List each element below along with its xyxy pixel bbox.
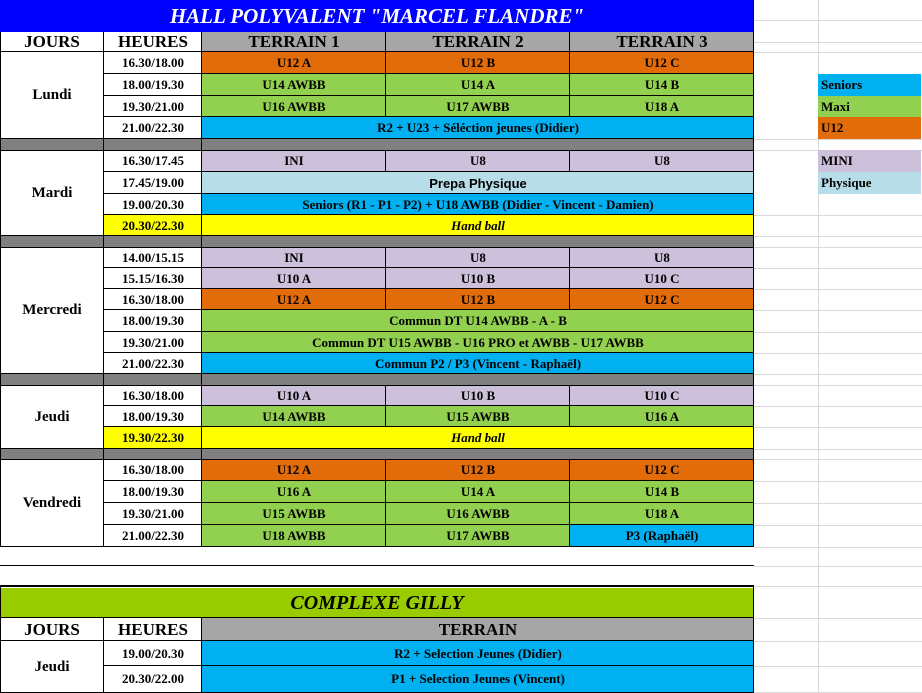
time-cell: 19.00/20.30 (121, 645, 185, 661)
slot-cell: U10 A (202, 268, 386, 289)
slot-cell: U18 A (570, 96, 754, 117)
slot-cell: U18 AWBB (202, 525, 386, 547)
slot-merged: Hand ball (202, 215, 754, 236)
separator-bar (0, 236, 754, 247)
time-cell: 16.30/18.00 (121, 55, 185, 70)
legend-seniors: Seniors (818, 74, 921, 96)
slot-cell: U16 AWBB (386, 503, 570, 525)
time-cell: 19.00/20.30 (121, 196, 185, 212)
slot-cell: U10 B (386, 385, 570, 406)
slot-cell: U10 C (570, 268, 754, 289)
slot-cell: U12 B (386, 289, 570, 310)
header-jours: JOURS (0, 32, 104, 52)
time-cell: 20.30/22.30 (104, 215, 202, 236)
slot-cell: U12 B (386, 459, 570, 481)
legend-physique: Physique (818, 172, 921, 194)
hall-title: HALL POLYVALENT "MARCEL FLANDRE" (0, 0, 754, 32)
time-cell: 19.30/22.30 (104, 427, 202, 449)
slot-cell: U15 AWBB (386, 406, 570, 427)
gilly-header-jours: JOURS (24, 619, 80, 639)
slot-cell: U14 B (570, 481, 754, 503)
slot-cell: P3 (Raphaël) (570, 525, 754, 547)
slot-cell: U12 A (202, 459, 386, 481)
time-cell: 18.00/19.30 (121, 77, 185, 92)
slot-cell: U14 A (386, 74, 570, 96)
gilly-title: COMPLEXE GILLY (0, 588, 754, 618)
slot-cell: U16 A (202, 481, 386, 503)
time-cell: 21.00/22.30 (121, 355, 185, 371)
slot-merged: R2 + Selection Jeunes (Didier) (202, 641, 754, 666)
time-cell: 17.45/19.00 (121, 175, 185, 190)
time-cell: 19.30/21.00 (121, 98, 185, 114)
slot-cell: U14 AWBB (202, 406, 386, 427)
time-cell: 20.30/22.00 (121, 671, 185, 686)
slot-merged: Commun DT U15 AWBB - U16 PRO et AWBB - U17 AWBB (202, 332, 754, 353)
slot-merged: Prepa Physique (202, 172, 754, 194)
day-jeudi: Jeudi (34, 408, 70, 425)
slot-cell: U10 A (202, 385, 386, 406)
time-cell: 16.30/18.00 (121, 291, 185, 307)
separator-bar (0, 139, 754, 150)
slot-cell: U12 A (202, 52, 386, 74)
slot-cell: U8 (570, 150, 754, 172)
time-cell: 18.00/19.30 (121, 313, 185, 328)
time-cell: 16.30/18.00 (121, 462, 185, 477)
slot-merged: Hand ball (202, 427, 754, 449)
day-vendredi: Vendredi (22, 494, 82, 511)
slot-cell: U12 C (570, 289, 754, 310)
slot-cell: U8 (386, 247, 570, 268)
gilly-header-heures: HEURES (118, 619, 188, 639)
gilly-day-jeudi: Jeudi (34, 658, 70, 675)
legend-u12: U12 (818, 117, 921, 139)
slot-cell: U14 B (570, 74, 754, 96)
legend-mini: MINI (818, 150, 921, 172)
slot-merged: R2 + U23 + Séléction jeunes (Didier) (202, 117, 754, 139)
time-cell: 16.30/17.45 (121, 153, 185, 168)
slot-cell: INI (202, 150, 386, 172)
day-mardi: Mardi (31, 184, 73, 201)
slot-merged: Commun P2 / P3 (Vincent - Raphaël) (202, 353, 754, 374)
time-cell: 18.00/19.30 (121, 484, 185, 499)
slot-cell: U17 AWBB (386, 96, 570, 117)
slot-merged: Seniors (R1 - P1 - P2) + U18 AWBB (Didier - Vincent - Damien) (202, 194, 754, 215)
time-cell: 19.30/21.00 (121, 506, 185, 521)
day-mercredi: Mercredi (22, 302, 82, 318)
time-cell: 14.00/15.15 (121, 249, 185, 265)
slot-cell: U12 B (386, 52, 570, 74)
slot-cell: U12 C (570, 459, 754, 481)
slot-cell: U15 AWBB (202, 503, 386, 525)
time-cell: 21.00/22.30 (121, 528, 185, 543)
slot-cell: U12 A (202, 289, 386, 310)
header-terrain-1: TERRAIN 1 (202, 32, 386, 52)
separator-bar (0, 374, 754, 385)
slot-cell: U18 A (570, 503, 754, 525)
header-terrain-3: TERRAIN 3 (570, 32, 754, 52)
slot-cell: U17 AWBB (386, 525, 570, 547)
gilly-header-terrain: TERRAIN (202, 618, 754, 641)
slot-cell: INI (202, 247, 386, 268)
time-cell: 21.00/22.30 (121, 120, 185, 135)
slot-cell: U10 B (386, 268, 570, 289)
time-cell: 15.15/16.30 (121, 270, 185, 286)
header-terrain-2: TERRAIN 2 (386, 32, 570, 52)
slot-cell: U14 A (386, 481, 570, 503)
slot-merged: P1 + Selection Jeunes (Vincent) (202, 666, 754, 692)
slot-cell: U16 A (570, 406, 754, 427)
slot-cell: U8 (386, 150, 570, 172)
time-cell: 16.30/18.00 (121, 387, 185, 403)
separator-bar (0, 449, 754, 459)
header-heures: HEURES (104, 32, 202, 52)
slot-cell: U16 AWBB (202, 96, 386, 117)
time-cell: 19.30/21.00 (121, 334, 185, 350)
slot-merged: Commun DT U14 AWBB - A - B (202, 310, 754, 332)
slot-cell: U12 C (570, 52, 754, 74)
slot-cell: U8 (570, 247, 754, 268)
slot-cell: U10 C (570, 385, 754, 406)
day-lundi: Lundi (32, 87, 72, 103)
slot-cell: U14 AWBB (202, 74, 386, 96)
legend-maxi: Maxi (818, 96, 921, 117)
time-cell: 18.00/19.30 (121, 408, 185, 424)
